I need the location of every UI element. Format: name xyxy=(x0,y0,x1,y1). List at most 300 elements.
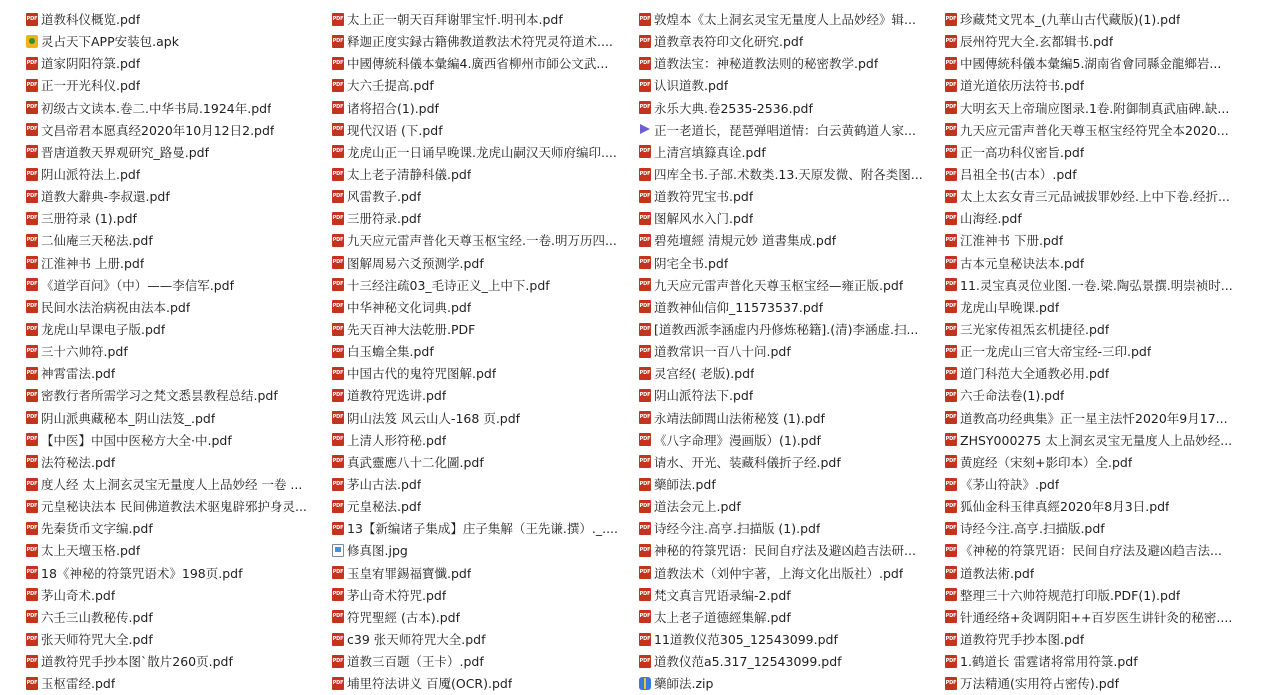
file-name: 太上老子道德經集解.pdf xyxy=(654,609,791,625)
file-name: 龙虎山早晚课.pdf xyxy=(960,299,1060,315)
file-item[interactable] xyxy=(945,141,1245,163)
pdf-file-icon xyxy=(639,300,651,313)
file-item[interactable] xyxy=(639,473,939,495)
file-name: 十三经注疏03_毛诗正义_上中下.pdf xyxy=(347,277,550,293)
file-item[interactable] xyxy=(945,8,1245,30)
file-item[interactable] xyxy=(26,362,326,384)
file-name: 阴山派典藏秘本_阴山法笈_.pdf xyxy=(41,410,216,426)
image-file-icon xyxy=(332,544,344,557)
file-item[interactable] xyxy=(332,407,632,429)
file-name: 藥師法.pdf xyxy=(654,477,716,493)
file-item[interactable] xyxy=(26,74,326,96)
file-name: 中国古代的鬼符咒图解.pdf xyxy=(347,366,497,382)
file-item[interactable] xyxy=(945,340,1245,362)
file-item[interactable] xyxy=(26,296,326,318)
pdf-file-icon xyxy=(945,57,957,70)
file-name: 道教符咒手抄本图`散片260页.pdf xyxy=(41,654,233,670)
pdf-file-icon xyxy=(332,212,344,225)
file-item[interactable] xyxy=(639,185,939,207)
file-item[interactable] xyxy=(945,407,1245,429)
file-item[interactable] xyxy=(332,229,632,251)
pdf-file-icon xyxy=(639,145,651,158)
pdf-file-icon xyxy=(26,300,38,313)
pdf-file-icon xyxy=(639,345,651,358)
file-name: 太上老子清静科儀.pdf xyxy=(347,167,472,183)
pdf-file-icon xyxy=(332,101,344,114)
file-name: 道教常识一百八十问.pdf xyxy=(654,344,791,360)
pdf-file-icon xyxy=(332,345,344,358)
pdf-file-icon xyxy=(26,190,38,203)
file-item[interactable] xyxy=(639,207,939,229)
file-name: 中华神秘文化词典.pdf xyxy=(347,299,472,315)
file-item[interactable] xyxy=(26,650,326,672)
file-item[interactable] xyxy=(26,52,326,74)
pdf-file-icon xyxy=(332,633,344,646)
file-name: 《神秘的符箓咒语：民间自疗法及避凶趋吉法... xyxy=(960,543,1222,559)
file-name: 【中医】中国中医秘方大全·中.pdf xyxy=(41,432,232,448)
file-name: 古本元皇秘诀法本.pdf xyxy=(960,255,1085,271)
pdf-file-icon xyxy=(945,544,957,557)
file-item[interactable] xyxy=(26,473,326,495)
file-item[interactable] xyxy=(639,141,939,163)
file-name: 永靖法師閭山法術秘笈 (1).pdf xyxy=(654,410,825,426)
pdf-file-icon xyxy=(945,433,957,446)
file-item[interactable] xyxy=(639,318,939,340)
file-item[interactable] xyxy=(26,562,326,584)
file-item[interactable] xyxy=(945,606,1245,628)
pdf-file-icon xyxy=(945,389,957,402)
file-name: 阴宅全书.pdf xyxy=(654,255,729,271)
file-item[interactable] xyxy=(332,672,632,694)
file-name: 整理三十六帅符规范打印版.PDF(1).pdf xyxy=(960,587,1181,603)
file-item[interactable] xyxy=(332,185,632,207)
file-name: 九天应元雷声普化天尊玉枢宝经.一卷.明万历四... xyxy=(347,233,617,249)
pdf-file-icon xyxy=(945,79,957,92)
file-name: 文昌帝君本愿真经2020年10月12日2.pdf xyxy=(41,122,275,138)
file-name: 诗经今注.高亨.扫描版.pdf xyxy=(960,521,1105,537)
pdf-file-icon xyxy=(26,544,38,557)
file-item[interactable] xyxy=(332,362,632,384)
file-name: 永乐大典.卷2535-2536.pdf xyxy=(654,100,813,116)
file-item[interactable] xyxy=(26,119,326,141)
pdf-file-icon xyxy=(332,411,344,424)
pdf-file-icon xyxy=(639,566,651,579)
pdf-file-icon xyxy=(639,478,651,491)
file-item[interactable] xyxy=(945,185,1245,207)
file-item[interactable] xyxy=(945,30,1245,52)
file-item[interactable] xyxy=(26,163,326,185)
file-item[interactable] xyxy=(332,52,632,74)
file-item[interactable] xyxy=(945,229,1245,251)
file-name: 三册符录 (1).pdf xyxy=(41,211,137,227)
file-name: 道教法宝：神秘道教法则的秘密教学.pdf xyxy=(654,56,879,72)
pdf-file-icon xyxy=(639,190,651,203)
file-name: 太上正一朝天百拜谢罪宝忏.明刊本.pdf xyxy=(347,12,563,28)
file-item[interactable] xyxy=(26,30,326,52)
file-item[interactable] xyxy=(639,30,939,52)
file-item[interactable] xyxy=(639,52,939,74)
pdf-file-icon xyxy=(332,500,344,513)
file-name: 灵占天下APP安装包.apk xyxy=(41,34,179,50)
file-item[interactable] xyxy=(639,584,939,606)
file-name: 道家阴阳符箓.pdf xyxy=(41,56,141,72)
pdf-file-icon xyxy=(26,655,38,668)
file-item[interactable] xyxy=(945,296,1245,318)
pdf-file-icon xyxy=(639,278,651,291)
file-item[interactable] xyxy=(332,207,632,229)
file-name: 吕祖全书(古本）.pdf xyxy=(960,167,1077,183)
pdf-file-icon xyxy=(26,433,38,446)
file-item[interactable] xyxy=(332,119,632,141)
file-item[interactable] xyxy=(945,74,1245,96)
file-item[interactable] xyxy=(332,539,632,561)
pdf-file-icon xyxy=(332,278,344,291)
pdf-file-icon xyxy=(639,433,651,446)
file-item[interactable] xyxy=(945,274,1245,296)
file-name: c39 张天师符咒大全.pdf xyxy=(347,632,486,647)
file-item[interactable] xyxy=(26,384,326,406)
file-item[interactable] xyxy=(26,429,326,451)
file-name: 晋唐道教天界观研究_路曼.pdf xyxy=(41,144,209,160)
file-item[interactable] xyxy=(26,8,326,30)
file-item[interactable] xyxy=(639,119,939,141)
file-item[interactable] xyxy=(639,163,939,185)
file-item[interactable] xyxy=(945,384,1245,406)
file-item[interactable] xyxy=(26,495,326,517)
pdf-file-icon xyxy=(332,79,344,92)
file-name: 元皇秘诀法本 民间佛道教法术驱鬼辟邪护身灵... xyxy=(41,499,307,515)
pdf-file-icon xyxy=(639,544,651,557)
file-name: 初级古文读本.卷二.中华书局.1924年.pdf xyxy=(41,100,272,116)
file-name: 埔里符法讲义 百魇(OCR).pdf xyxy=(347,676,513,692)
pdf-file-icon xyxy=(332,145,344,158)
file-item[interactable] xyxy=(639,229,939,251)
file-name: 太上太玄女青三元品诫拔罪妙经.上中下卷.经折... xyxy=(960,189,1230,205)
file-name: 龙虎山正一日诵早晚课.龙虎山嗣汉天师府编印.... xyxy=(347,144,617,160)
file-name: 正一龙虎山三官大帝宝经-三印.pdf xyxy=(960,344,1152,360)
file-name: 灵宫经( 老版).pdf xyxy=(654,366,755,382)
file-name: 密教行者所需学习之梵文悉昙教程总结.pdf xyxy=(41,388,278,404)
file-item[interactable] xyxy=(332,141,632,163)
file-name: 碧苑壇經 清規元妙 道書集成.pdf xyxy=(654,233,837,249)
file-item[interactable] xyxy=(639,539,939,561)
file-name: 《茅山符訣》.pdf xyxy=(960,477,1060,493)
pdf-file-icon xyxy=(639,234,651,247)
file-item[interactable] xyxy=(332,163,632,185)
file-item[interactable] xyxy=(639,451,939,473)
pdf-file-icon xyxy=(332,566,344,579)
file-item[interactable] xyxy=(639,362,939,384)
file-name: 山海经.pdf xyxy=(960,211,1022,227)
pdf-file-icon xyxy=(26,345,38,358)
file-item[interactable] xyxy=(26,141,326,163)
file-item[interactable] xyxy=(639,74,939,96)
file-item[interactable] xyxy=(26,517,326,539)
file-item[interactable] xyxy=(332,318,632,340)
pdf-file-icon xyxy=(945,455,957,468)
pdf-file-icon xyxy=(26,256,38,269)
pdf-file-icon xyxy=(26,566,38,579)
pdf-file-icon xyxy=(639,455,651,468)
file-item[interactable] xyxy=(26,539,326,561)
pdf-file-icon xyxy=(945,35,957,48)
file-column xyxy=(26,8,326,694)
file-item[interactable] xyxy=(332,340,632,362)
file-item[interactable] xyxy=(639,628,939,650)
file-item[interactable] xyxy=(945,584,1245,606)
file-item[interactable] xyxy=(945,429,1245,451)
file-name: 符咒聖經 (古本).pdf xyxy=(347,609,460,625)
pdf-file-icon xyxy=(332,367,344,380)
file-item[interactable] xyxy=(26,97,326,119)
file-item[interactable] xyxy=(26,229,326,251)
pdf-file-icon xyxy=(332,610,344,623)
file-item[interactable] xyxy=(332,606,632,628)
file-name: 九天应元雷声普化天尊玉枢宝经—雍正版.pdf xyxy=(654,277,904,293)
file-name: 藥師法.zip xyxy=(654,676,714,692)
file-name: 道光道依历法符书.pdf xyxy=(960,78,1085,94)
pdf-file-icon xyxy=(945,323,957,336)
file-name: 四库全书.子部.术数类.13.天原发微、附各类图... xyxy=(654,167,923,183)
file-item[interactable] xyxy=(639,8,939,30)
file-name: 大六壬提高.pdf xyxy=(347,78,434,94)
file-item[interactable] xyxy=(26,185,326,207)
file-name: 上清人形符秘.pdf xyxy=(347,432,447,448)
file-item[interactable] xyxy=(639,407,939,429)
pdf-file-icon xyxy=(945,566,957,579)
pdf-file-icon xyxy=(945,212,957,225)
pdf-file-icon xyxy=(332,588,344,601)
file-name: 度人经 太上洞玄灵宝无量度人上品妙经 一卷 ... xyxy=(41,477,303,493)
pdf-file-icon xyxy=(639,610,651,623)
file-list-grid xyxy=(0,8,1280,695)
pdf-file-icon xyxy=(332,57,344,70)
file-item[interactable] xyxy=(332,74,632,96)
pdf-file-icon xyxy=(945,168,957,181)
pdf-file-icon xyxy=(26,57,38,70)
pdf-file-icon xyxy=(332,123,344,136)
file-item[interactable] xyxy=(639,606,939,628)
file-item[interactable] xyxy=(639,562,939,584)
file-item[interactable] xyxy=(639,384,939,406)
file-item[interactable] xyxy=(26,451,326,473)
file-name: 神霄雷法.pdf xyxy=(41,366,116,382)
pdf-file-icon xyxy=(332,190,344,203)
file-name: 三册符录.pdf xyxy=(347,211,422,227)
file-item[interactable] xyxy=(26,318,326,340)
file-item[interactable] xyxy=(332,473,632,495)
file-item[interactable] xyxy=(639,296,939,318)
file-item[interactable] xyxy=(332,8,632,30)
pdf-file-icon xyxy=(26,389,38,402)
file-item[interactable] xyxy=(945,207,1245,229)
file-item[interactable] xyxy=(332,429,632,451)
pdf-file-icon xyxy=(945,234,957,247)
file-name: 道门科范大全通教必用.pdf xyxy=(960,366,1110,382)
file-item[interactable] xyxy=(26,672,326,694)
file-name: 11道教仪范305_12543099.pdf xyxy=(654,632,838,647)
pdf-file-icon xyxy=(26,455,38,468)
file-name: 认识道教.pdf xyxy=(654,78,729,94)
pdf-file-icon xyxy=(945,256,957,269)
file-item[interactable] xyxy=(332,384,632,406)
file-name: 13【新编诸子集成】庄子集解（王先谦.撰）._.... xyxy=(347,521,618,537)
pdf-file-icon xyxy=(945,655,957,668)
file-item[interactable] xyxy=(639,340,939,362)
pdf-file-icon xyxy=(639,57,651,70)
file-item[interactable] xyxy=(639,672,939,694)
pdf-file-icon xyxy=(639,35,651,48)
file-item[interactable] xyxy=(332,30,632,52)
file-name: 龙虎山早课电子版.pdf xyxy=(41,322,166,338)
file-item[interactable] xyxy=(945,628,1245,650)
pdf-file-icon xyxy=(26,522,38,535)
pdf-file-icon xyxy=(332,677,344,690)
file-name: 珍藏梵文咒本_(九華山古代藏版)(1).pdf xyxy=(960,12,1181,28)
file-item[interactable] xyxy=(26,628,326,650)
file-name: 中國傳統科儀本彙編5.湖南省會同縣金龍鄉岩... xyxy=(960,56,1222,72)
pdf-file-icon xyxy=(26,168,38,181)
file-item[interactable] xyxy=(26,252,326,274)
pdf-file-icon xyxy=(332,389,344,402)
file-item[interactable] xyxy=(945,318,1245,340)
file-item[interactable] xyxy=(639,429,939,451)
file-item[interactable] xyxy=(639,252,939,274)
file-item[interactable] xyxy=(332,97,632,119)
file-item[interactable] xyxy=(945,517,1245,539)
file-name: 针通经络+灸调阴阳++百岁医生讲针灸的秘密.... xyxy=(960,609,1233,625)
file-name: 道教神仙信仰_11573537.pdf xyxy=(654,299,824,315)
file-name: 敦煌本《太上洞玄灵宝无量度人上品妙经》辑... xyxy=(654,12,916,28)
file-name: 二仙庵三天秘法.pdf xyxy=(41,233,153,249)
file-item[interactable] xyxy=(332,562,632,584)
file-item[interactable] xyxy=(26,207,326,229)
pdf-file-icon xyxy=(945,101,957,114)
file-name: 道教三百题（王卡）.pdf xyxy=(347,654,484,670)
file-name: 道教符咒宝书.pdf xyxy=(654,189,754,205)
file-name: 白玉蟾全集.pdf xyxy=(347,344,434,360)
file-name: 九天应元雷声普化天尊玉枢宝经符咒全本2020... xyxy=(960,122,1229,138)
file-column xyxy=(639,8,939,694)
pdf-file-icon xyxy=(945,588,957,601)
file-name: 先秦货币文字编.pdf xyxy=(41,521,153,537)
pdf-file-icon xyxy=(945,13,957,26)
pdf-file-icon xyxy=(945,345,957,358)
file-item[interactable] xyxy=(945,650,1245,672)
file-name: 阴山派符法下.pdf xyxy=(654,388,754,404)
file-item[interactable] xyxy=(332,495,632,517)
pdf-file-icon xyxy=(332,455,344,468)
file-item[interactable] xyxy=(639,650,939,672)
file-item[interactable] xyxy=(26,407,326,429)
pdf-file-icon xyxy=(26,478,38,491)
file-name: 元皇秘法.pdf xyxy=(347,499,422,515)
file-item[interactable] xyxy=(945,672,1245,694)
file-name: 道教章表符印文化研究.pdf xyxy=(654,34,804,50)
pdf-file-icon xyxy=(639,367,651,380)
file-item[interactable] xyxy=(945,539,1245,561)
file-name: 茅山奇术.pdf xyxy=(41,587,116,603)
file-item[interactable] xyxy=(332,584,632,606)
file-item[interactable] xyxy=(945,495,1245,517)
pdf-file-icon xyxy=(332,300,344,313)
file-item[interactable] xyxy=(332,296,632,318)
pdf-file-icon xyxy=(945,411,957,424)
file-name: 道教符咒选讲.pdf xyxy=(347,388,447,404)
pdf-file-icon xyxy=(639,101,651,114)
file-name: 现代汉语 (下.pdf xyxy=(347,122,443,138)
file-item[interactable] xyxy=(26,340,326,362)
file-item[interactable] xyxy=(332,274,632,296)
file-item[interactable] xyxy=(945,562,1245,584)
file-name: 江淮神书 上册.pdf xyxy=(41,255,145,271)
file-item[interactable] xyxy=(945,362,1245,384)
pdf-file-icon xyxy=(26,610,38,623)
file-item[interactable] xyxy=(639,274,939,296)
file-name: 玉皇宥罪錫福寶懺.pdf xyxy=(347,565,472,581)
pdf-file-icon xyxy=(639,500,651,513)
file-name: 请水、开光、装藏科儀折子经.pdf xyxy=(654,454,841,470)
pdf-file-icon xyxy=(26,411,38,424)
file-item[interactable] xyxy=(26,274,326,296)
zip-archive-icon xyxy=(639,677,651,690)
pdf-file-icon xyxy=(332,13,344,26)
pdf-file-icon xyxy=(639,256,651,269)
pdf-file-icon xyxy=(945,123,957,136)
file-name: 玉枢雷经.pdf xyxy=(41,676,116,692)
pdf-file-icon xyxy=(26,500,38,513)
pdf-file-icon xyxy=(639,633,651,646)
pdf-file-icon xyxy=(332,35,344,48)
pdf-file-icon xyxy=(26,13,38,26)
file-item[interactable] xyxy=(945,52,1245,74)
file-name: 太上天壇玉格.pdf xyxy=(41,543,141,559)
file-item[interactable] xyxy=(639,495,939,517)
file-item[interactable] xyxy=(332,650,632,672)
file-item[interactable] xyxy=(332,517,632,539)
file-name: 六壬命法卷(1).pdf xyxy=(960,388,1065,404)
pdf-file-icon xyxy=(639,411,651,424)
file-name: ZHSY000275 太上洞玄灵宝无量度人上品妙经... xyxy=(960,432,1233,448)
file-name: 正一开光科仪.pdf xyxy=(41,78,141,94)
file-name: 道教仪范a5.317_12543099.pdf xyxy=(654,654,842,670)
file-name: 真武靈應八十二化圖.pdf xyxy=(347,454,484,470)
file-item[interactable] xyxy=(945,252,1245,274)
file-item[interactable] xyxy=(639,517,939,539)
file-name: 1.鹤道长 雷霆诸将常用符箓.pdf xyxy=(960,654,1138,670)
pdf-file-icon xyxy=(945,278,957,291)
file-item[interactable] xyxy=(26,584,326,606)
file-name: 道教大辭典-李叔還.pdf xyxy=(41,189,170,205)
file-item[interactable] xyxy=(945,473,1245,495)
file-name: 三十六帅符.pdf xyxy=(41,344,128,360)
pdf-file-icon xyxy=(945,478,957,491)
pdf-file-icon xyxy=(945,633,957,646)
file-item[interactable] xyxy=(26,606,326,628)
file-item[interactable] xyxy=(332,628,632,650)
file-name: 狐仙金科玉律真經2020年8月3日.pdf xyxy=(960,499,1170,515)
file-item[interactable] xyxy=(332,252,632,274)
file-item[interactable] xyxy=(945,163,1245,185)
file-name: 辰州符咒大全.玄都辑书.pdf xyxy=(960,34,1114,50)
file-item[interactable] xyxy=(945,97,1245,119)
file-name: 11.灵宝真灵位业图.一卷.梁.陶弘景撰.明崇祯时... xyxy=(960,277,1233,293)
file-item[interactable] xyxy=(639,97,939,119)
file-item[interactable] xyxy=(945,451,1245,473)
file-item[interactable] xyxy=(945,119,1245,141)
file-item[interactable] xyxy=(332,451,632,473)
pdf-file-icon xyxy=(332,655,344,668)
